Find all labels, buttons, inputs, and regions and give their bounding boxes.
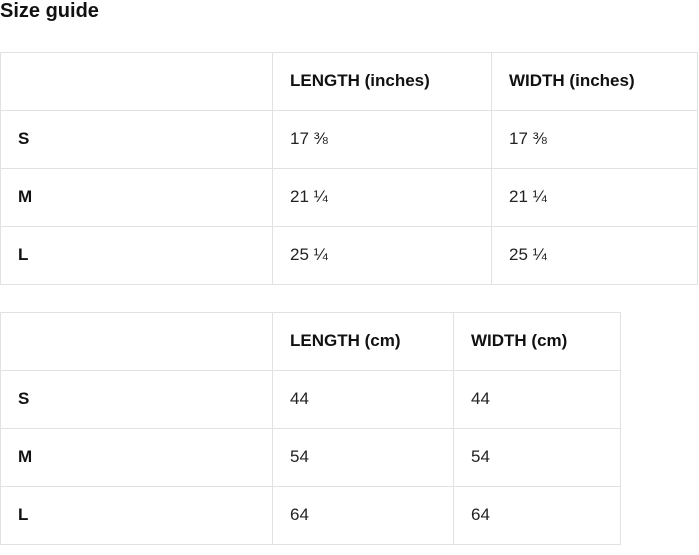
length-value: 25 ¼	[273, 227, 492, 285]
size-table-inches	[0, 52, 698, 285]
length-value: 17 ⅜	[273, 111, 492, 169]
size-label: L	[1, 487, 273, 545]
table-row-s	[1, 111, 698, 169]
width-value: 64	[454, 487, 621, 545]
column-header-length-inches: LENGTH (inches)	[273, 53, 492, 111]
width-value: 54	[454, 429, 621, 487]
table-row-m	[1, 169, 698, 227]
size-label: L	[1, 227, 273, 285]
column-header-width-cm: WIDTH (cm)	[454, 313, 621, 371]
length-value: 54	[273, 429, 454, 487]
length-value: 64	[273, 487, 454, 545]
width-value: 44	[454, 371, 621, 429]
column-header-length-cm: LENGTH (cm)	[273, 313, 454, 371]
size-guide-title: Size guide	[0, 0, 99, 22]
size-label: S	[1, 111, 273, 169]
size-table-cm	[0, 312, 621, 545]
length-value: 44	[273, 371, 454, 429]
width-value: 17 ⅜	[492, 111, 698, 169]
corner-header-cell	[1, 313, 273, 371]
table-header-row	[1, 313, 621, 371]
width-value: 21 ¼	[492, 169, 698, 227]
length-value: 21 ¼	[273, 169, 492, 227]
table-row-l	[1, 227, 698, 285]
corner-header-cell	[1, 53, 273, 111]
size-label: M	[1, 429, 273, 487]
table-row-m	[1, 429, 621, 487]
table-header-row	[1, 53, 698, 111]
table-row-s	[1, 371, 621, 429]
width-value: 25 ¼	[492, 227, 698, 285]
size-label: M	[1, 169, 273, 227]
column-header-width-inches: WIDTH (inches)	[492, 53, 698, 111]
size-label: S	[1, 371, 273, 429]
table-row-l	[1, 487, 621, 545]
